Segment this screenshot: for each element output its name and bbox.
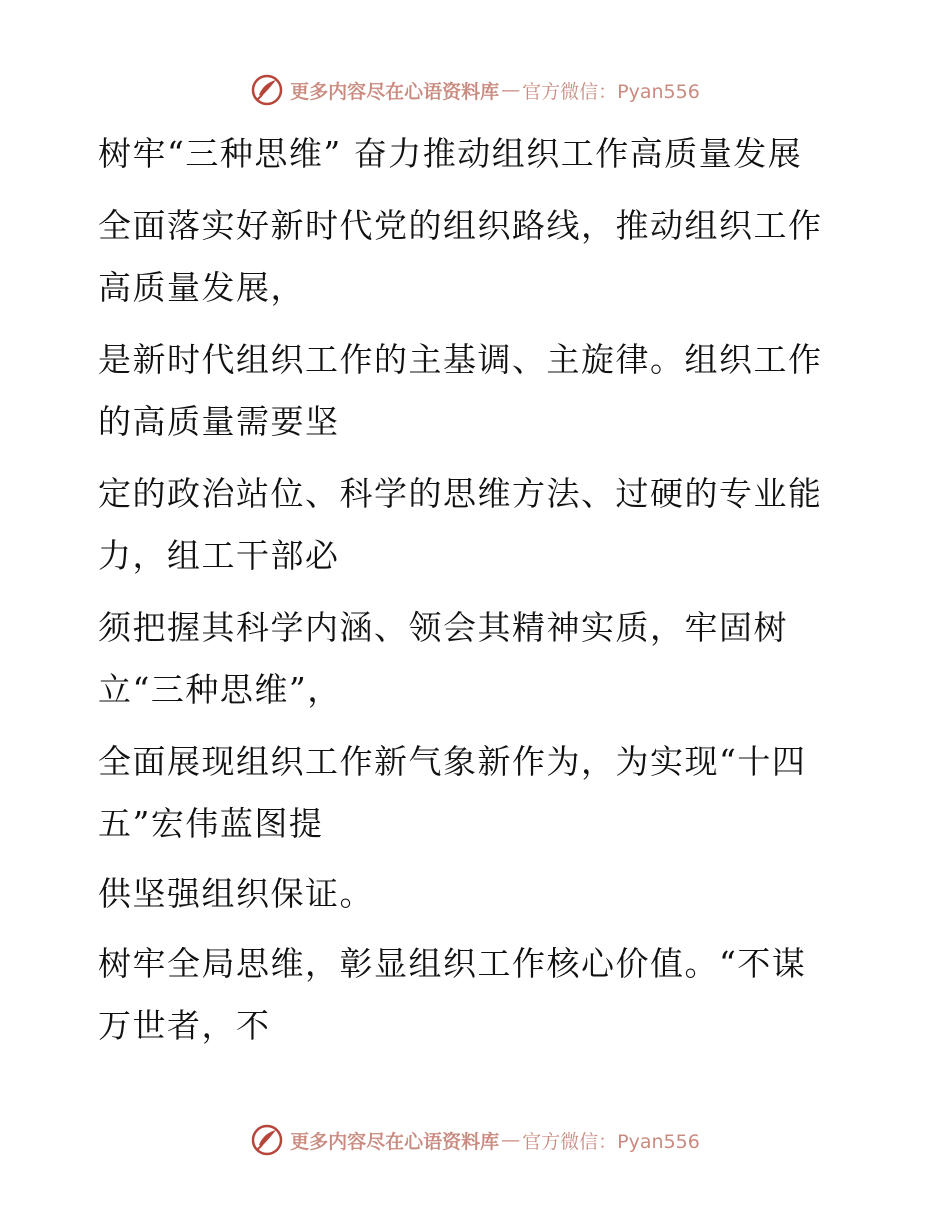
banner-wechat: 官方微信：Pyan556	[522, 1130, 700, 1153]
pen-logo-icon	[250, 73, 284, 107]
text-line: 万世者，不	[98, 1006, 271, 1045]
text-line: 五”宏伟蓝图提	[98, 804, 324, 843]
text-line: 全面展现组织工作新气象新作为，为实现“十四	[98, 742, 807, 781]
text-line: 全面落实好新时代党的组织路线，推动组织工作	[98, 206, 823, 245]
text-line: 须把握其科学内涵、领会其精神实质，牢固树	[98, 608, 788, 647]
header-banner	[0, 70, 950, 110]
banner-separator: —	[501, 79, 521, 101]
text-line: 立“三种思维”，	[98, 670, 342, 709]
text-line: 是新时代组织工作的主基调、主旋律。组织工作	[98, 340, 823, 379]
text-line: 的高质量需要坚	[98, 402, 340, 441]
banner-title: 更多内容尽在心语资料库	[290, 80, 500, 103]
text-line: 定的政治站位、科学的思维方法、过硬的专业能	[98, 474, 823, 513]
footer-banner	[0, 1120, 950, 1160]
pen-logo-icon	[250, 1123, 284, 1157]
banner-title: 更多内容尽在心语资料库	[290, 1130, 500, 1153]
text-line: 树牢“三种思维” 奋力推动组织工作高质量发展	[98, 134, 803, 173]
banner-separator: —	[501, 1129, 521, 1151]
text-line: 力，组工干部必	[98, 536, 340, 575]
banner-wechat: 官方微信：Pyan556	[522, 80, 700, 103]
text-line: 高质量发展，	[98, 268, 305, 307]
text-line: 树牢全局思维，彰显组织工作核心价值。“不谋	[98, 944, 807, 983]
text-line: 供坚强组织保证。	[98, 874, 374, 913]
